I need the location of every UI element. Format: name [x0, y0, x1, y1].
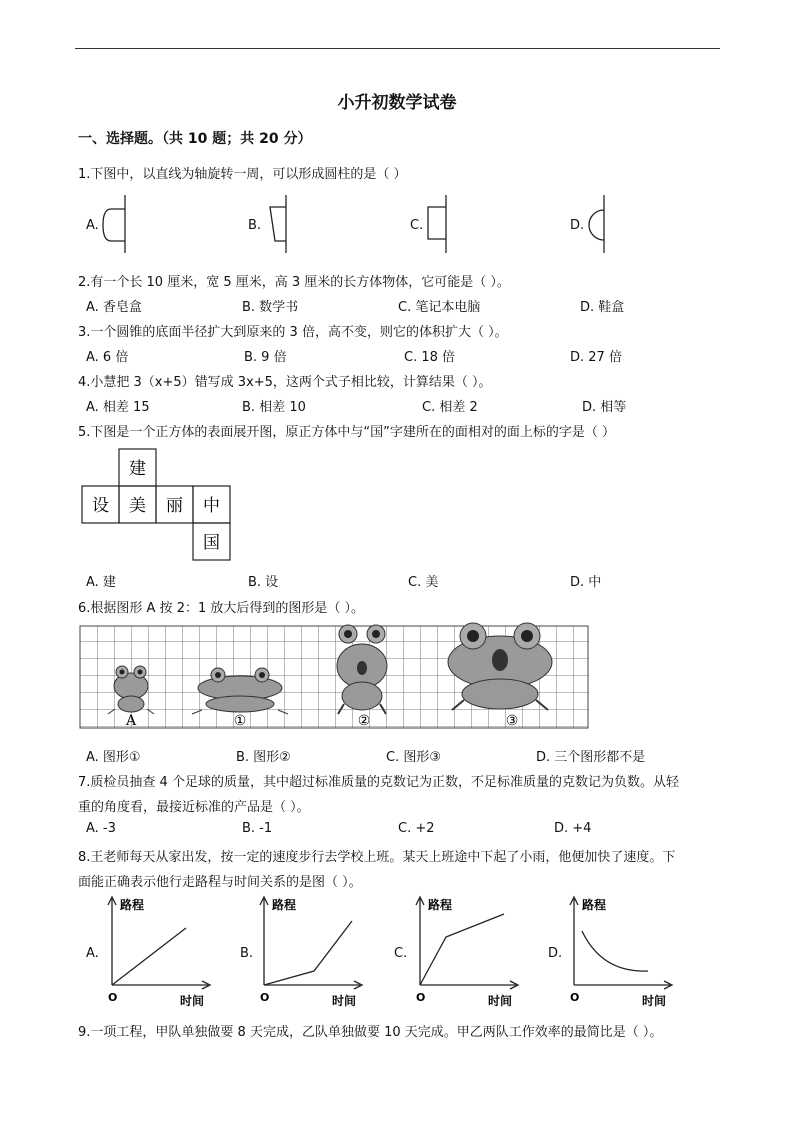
q3-option-b: B. 9 倍 [244, 350, 287, 365]
q3-option-d: D. 27 倍 [570, 350, 622, 365]
q6-option-d: D. 三个图形都不是 [536, 750, 646, 765]
question-8-line2: 面能正确表示他行走路程与时间关系的是图（ ）。 [78, 875, 362, 890]
graph-b-xlabel: 时间 [332, 994, 357, 1008]
question-1: 1.下图中，以直线为轴旋转一周，可以形成圆柱的是（ ） [78, 167, 407, 182]
question-4: 4.小慧把 3（x+5）错写成 3x+5，这两个式子相比较，计算结果（ ）。 [78, 375, 492, 390]
graph-b-origin: O [260, 991, 270, 1004]
question-8-line1: 8.王老师每天从家出发，按一定的速度步行去学校上班。某天上班途中下起了小雨，他便加快了速度。下 [78, 850, 676, 865]
graph-d-xlabel: 时间 [642, 994, 667, 1008]
page-title: 小升初数学试卷 [337, 93, 457, 113]
graph-c-xlabel: 时间 [488, 994, 513, 1008]
net-cell-li: 丽 [166, 496, 183, 516]
net-cell-mei: 美 [129, 496, 146, 516]
q8-option-a: A. [86, 946, 99, 961]
net-cell-guo: 国 [203, 533, 220, 553]
graph-b-ylabel: 路程 [272, 898, 297, 912]
question-9: 9.一项工程，甲队单独做要 8 天完成，乙队单独做要 10 天完成。甲乙两队工作效率的最简比是（ ）。 [78, 1025, 663, 1040]
q7-option-d: D. +4 [554, 821, 592, 836]
q7-option-c: C. +2 [398, 821, 435, 836]
graph-a-ylabel: 路程 [120, 898, 145, 912]
graph-c [412, 895, 532, 1007]
q8-option-b: B. [240, 946, 254, 961]
graph-c-origin: O [416, 991, 426, 1004]
q8-option-c: C. [394, 946, 408, 961]
net-cell-jian: 建 [129, 459, 146, 479]
question-7-line1: 7.质检员抽查 4 个足球的质量，其中超过标准质量的克数记为正数，不足标准质量的克数记为负数。从轻 [78, 775, 679, 790]
cube-net [82, 449, 232, 561]
graph-a-origin: O [108, 991, 118, 1004]
q6-option-c: C. 图形③ [386, 750, 441, 765]
question-3: 3.一个圆锥的底面半径扩大到原来的 3 倍，高不变，则它的体积扩大（ ）。 [78, 325, 508, 340]
q4-option-d: D. 相等 [582, 400, 627, 415]
q2-option-b: B. 数学书 [242, 300, 299, 315]
q7-option-b: B. -1 [242, 821, 273, 836]
label-2: ② [357, 713, 371, 729]
q8-option-d: D. [548, 946, 563, 961]
q2-option-a: A. 香皂盒 [86, 300, 142, 315]
q1-figure-a [95, 195, 135, 255]
net-cell-zhong: 中 [203, 496, 220, 516]
q2-option-c: C. 笔记本电脑 [398, 300, 481, 315]
label-1: ① [233, 713, 247, 729]
q2-option-d: D. 鞋盒 [580, 300, 625, 315]
q6-option-a: A. 图形① [86, 750, 141, 765]
graph-d-ylabel: 路程 [582, 898, 607, 912]
label-a: A [125, 713, 137, 729]
q4-option-c: C. 相差 2 [422, 400, 478, 415]
q1-figure-b [258, 195, 298, 255]
q1-option-c: C. [410, 218, 424, 233]
frog-3 [448, 623, 552, 710]
q1-option-b: B. [248, 218, 262, 233]
graph-c-ylabel: 路程 [428, 898, 453, 912]
graph-b [256, 895, 376, 1007]
q1-figure-c [420, 195, 460, 255]
top-rule [75, 48, 720, 49]
q1-option-a: A. [86, 218, 99, 233]
q7-option-a: A. -3 [86, 821, 116, 836]
question-6: 6.根据图形 A 按 2：1 放大后得到的图形是（ ）。 [78, 601, 365, 616]
frog-grid-figure [80, 624, 590, 734]
label-3: ③ [505, 713, 519, 729]
q4-option-a: A. 相差 15 [86, 400, 150, 415]
question-5: 5.下图是一个正方体的表面展开图，原正方体中与“国”字建所在的面相对的面上标的字是（ ） [78, 425, 616, 440]
q3-option-a: A. 6 倍 [86, 350, 129, 365]
q5-option-c: C. 美 [408, 575, 439, 590]
graph-d-origin: O [570, 991, 580, 1004]
q1-figure-d [582, 195, 622, 255]
graph-a [104, 895, 224, 1007]
q3-option-c: C. 18 倍 [404, 350, 456, 365]
question-7-line2: 重的角度看，最接近标准的产品是（ ）。 [78, 800, 310, 815]
q5-option-a: A. 建 [86, 575, 116, 590]
graph-d [566, 895, 686, 1007]
net-cell-she: 设 [92, 496, 109, 516]
q5-option-d: D. 中 [570, 575, 602, 590]
q6-option-b: B. 图形② [236, 750, 291, 765]
q5-option-b: B. 设 [248, 575, 279, 590]
section-heading: 一、选择题。（共 10 题；共 20 分） [78, 131, 312, 147]
graph-a-xlabel: 时间 [180, 994, 205, 1008]
question-2: 2.有一个长 10 厘米，宽 5 厘米，高 3 厘米的长方体物体，它可能是（ ）。 [78, 275, 510, 290]
q4-option-b: B. 相差 10 [242, 400, 306, 415]
q1-option-d: D. [570, 218, 585, 233]
